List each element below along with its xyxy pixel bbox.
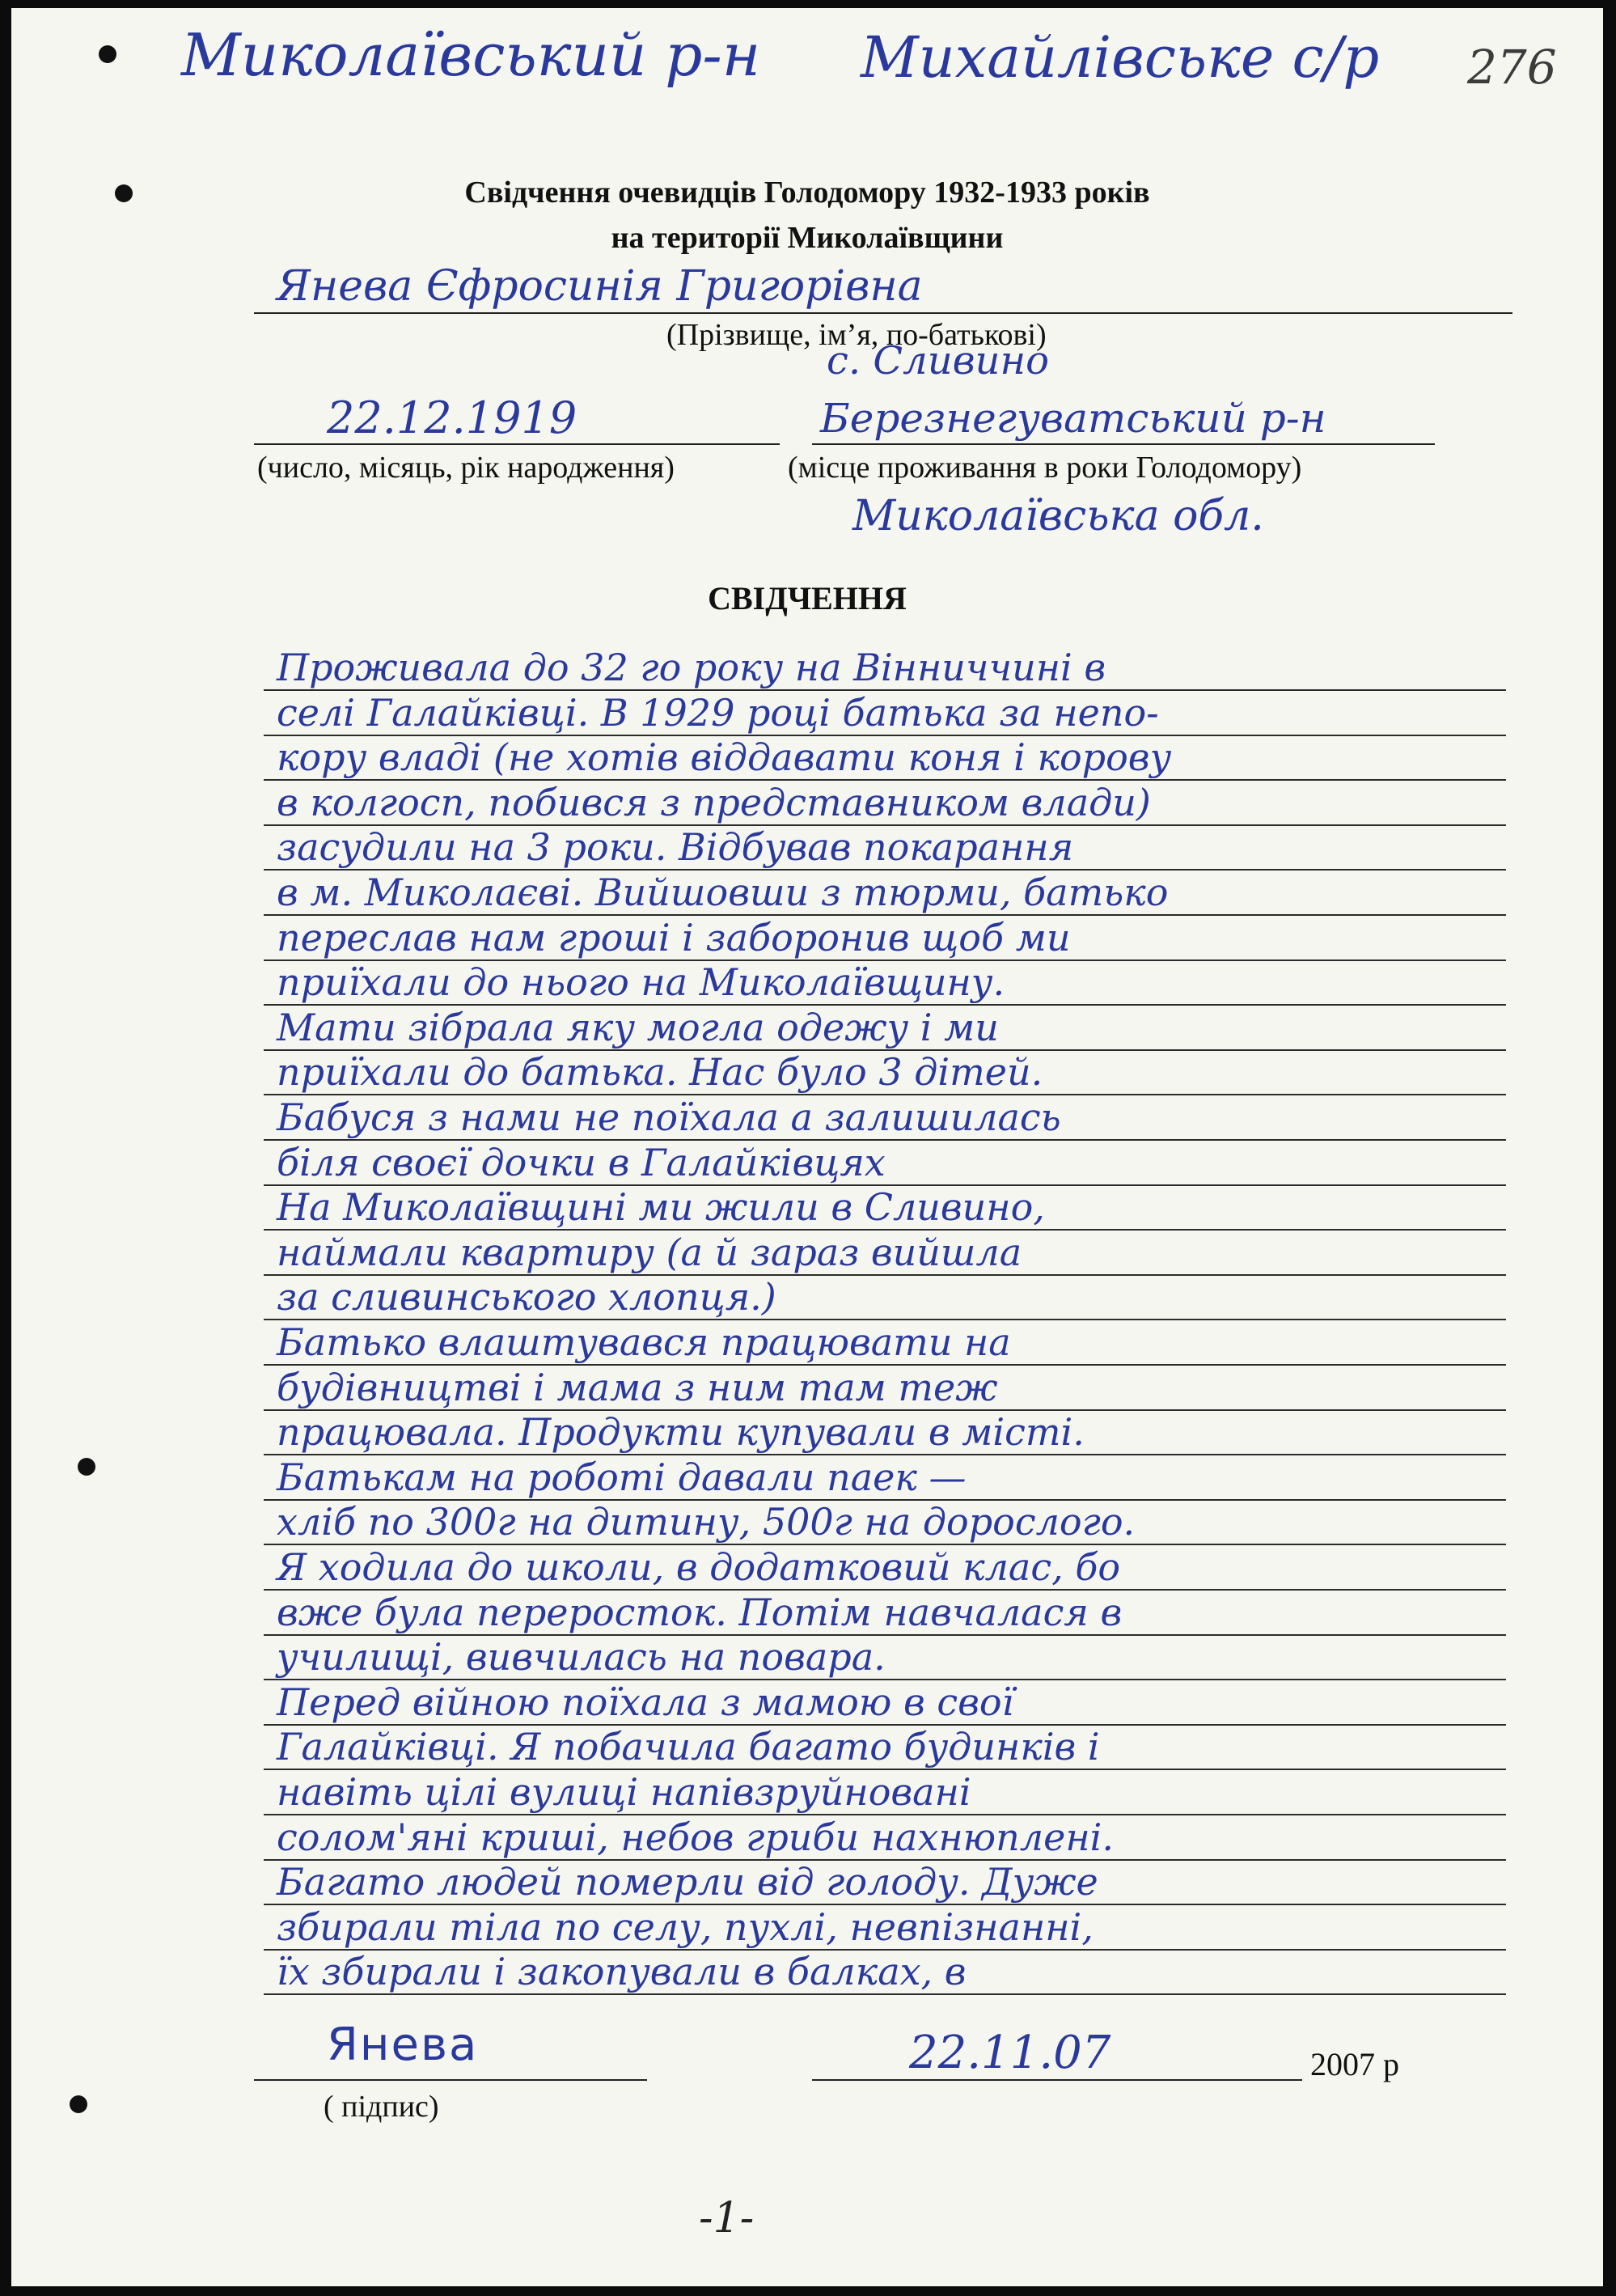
- testimony-line: засудили на 3 роки. Відбував покарання: [277, 825, 1074, 869]
- residence-village-value: с. Сливино: [827, 338, 1049, 383]
- testimony-line: будівництві і мама з ним там теж: [277, 1366, 998, 1409]
- testimony-line: селі Галайківці. В 1929 році батька за непо-: [277, 691, 1159, 735]
- testimony-line: в м. Миколаєві. Вийшовши з тюрми, батько: [277, 871, 1169, 914]
- testimony-line: Багато людей померли від голоду. Дуже: [277, 1860, 1098, 1904]
- testimony-line: збирали тіла по селу, пухлі, невпізнанні,: [277, 1905, 1094, 1949]
- testimony-line: в колгосп, побився з представником влади): [277, 781, 1151, 824]
- testimony-line: солом'яні криші, небов гриби нахнюплені.: [277, 1815, 1114, 1859]
- testimony-line: Батько влаштувався працювати на: [277, 1320, 1011, 1364]
- testimony-line: біля своєї дочки в Галайківцях: [277, 1141, 886, 1184]
- testimony-line: Перед війною поїхала з мамою в свої: [277, 1680, 1014, 1724]
- testimony-line: приїхали до батька. Нас було 3 дітей.: [277, 1050, 1043, 1094]
- page-number-handwritten: 276: [1467, 40, 1557, 95]
- residence-underline: [812, 443, 1435, 445]
- testimony-line: працювала. Продукти купували в місті.: [277, 1410, 1085, 1454]
- document-title-line2: на території Миколаївщини: [611, 221, 1004, 255]
- signature: Янева: [327, 2019, 479, 2071]
- birth-date-value: 22.12.1919: [327, 392, 577, 443]
- birth-date-underline: [254, 443, 780, 445]
- section-title: СВІДЧЕННЯ: [708, 580, 907, 616]
- full-name-value: Янева Єфросинія Григорівна: [277, 262, 923, 311]
- testimony-line: кору владі (не хотів віддавати коня і корову: [277, 735, 1172, 779]
- punch-hole-bottom: [70, 2095, 87, 2113]
- testimony-line: На Миколаївщині ми жили в Сливино,: [277, 1185, 1045, 1229]
- testimony-line: Проживала до 32 го року на Вінниччині в: [277, 646, 1106, 689]
- signature-caption: ( підпис): [324, 2090, 439, 2124]
- signing-date-underline: [812, 2079, 1302, 2081]
- full-name-caption: (Прізвище, ім’я, по-батькові): [666, 318, 1047, 352]
- testimony-line: їх збирали і закопували в балках, в: [277, 1950, 967, 1993]
- region-handwritten: Миколаївський р-н: [181, 21, 761, 89]
- birth-date-caption: (число, місяць, рік народження): [257, 451, 675, 485]
- testimony-line: навіть цілі вулиці напівзруйновані: [277, 1770, 971, 1814]
- residence-region-value: Миколаївська обл.: [852, 492, 1264, 540]
- village-council-handwritten: Михайлівське с/р: [861, 24, 1380, 91]
- testimony-line: приїхали до нього на Миколаївщину.: [277, 960, 1005, 1004]
- document-title-line1: Свідчення очевидців Голодомору 1932-1933 років: [464, 176, 1150, 210]
- page-mark: -1-: [699, 2194, 755, 2243]
- testimony-line: вже була переросток. Потім навчалася в: [277, 1591, 1123, 1634]
- testimony-line: Я ходила до школи, в додатковий клас, бо: [277, 1545, 1121, 1589]
- testimony-line: наймали квартиру (а й зараз вийшла: [277, 1231, 1022, 1274]
- testimony-line: Бабуся з нами не поїхала а залишилась: [277, 1095, 1061, 1139]
- full-name-underline: [254, 312, 1512, 314]
- testimony-line: Мати зібрала яку могла одежу і ми: [277, 1006, 999, 1049]
- signing-year: 2007 р: [1310, 2046, 1399, 2082]
- testimony-line: хліб по 300г на дитину, 500г на дорослого.: [277, 1500, 1136, 1544]
- testimony-line: переслав нам гроші і заборонив щоб ми: [277, 916, 1071, 959]
- testimony-line: Батькам на роботі давали паек —: [277, 1455, 967, 1499]
- document-sheet: [11, 8, 1603, 2286]
- signature-underline: [254, 2079, 647, 2081]
- residence-caption: (місце проживання в роки Голодомору): [788, 451, 1302, 485]
- signing-date-value: 22.11.07: [909, 2027, 1111, 2079]
- punch-hole-middle: [78, 1458, 95, 1476]
- punch-hole-top: [99, 45, 116, 63]
- testimony-line: училищі, вивчилась на повара.: [277, 1635, 886, 1679]
- testimony-line: Галайківці. Я побачила багато будинків і: [277, 1725, 1100, 1769]
- ruled-line: [264, 1993, 1506, 1995]
- residence-district-value: Березнегуватський р-н: [820, 395, 1326, 442]
- testimony-line: за сливинського хлопця.): [277, 1275, 776, 1319]
